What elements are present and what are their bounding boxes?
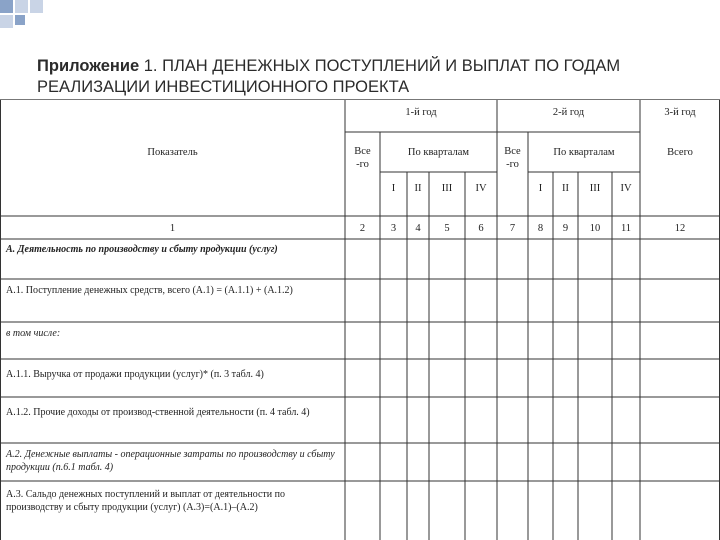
column-number: 10 — [589, 223, 601, 234]
quarter-label: III — [589, 183, 601, 194]
quarter-label: III — [441, 183, 453, 194]
header-year-2: 2-й год — [552, 107, 585, 118]
table-row-label: в том числе: — [6, 328, 61, 339]
table-row-label: А. Деятельность по производству и сбыту продукции (услуг) — [6, 244, 278, 255]
title-underline — [0, 99, 720, 100]
quarter-label: IV — [620, 183, 632, 194]
header-total-year-2: Все -го — [504, 146, 521, 170]
column-number: 3 — [390, 223, 397, 234]
slide-title-bold: Приложение — [37, 57, 140, 75]
table-row-label: А.2. Денежные выплаты - операционные затраты по производству и сбыту продукции (п.6.1 табл. 4) — [6, 449, 335, 473]
quarter-label: I — [538, 183, 543, 194]
column-number: 1 — [169, 223, 176, 234]
quarter-label: IV — [475, 183, 487, 194]
column-number: 9 — [562, 223, 569, 234]
column-number: 11 — [620, 223, 632, 234]
column-number: 4 — [415, 223, 421, 234]
table-row-label: А.1.2. Прочие доходы от производ-ственной деятельности (п. 4 табл. 4) — [6, 407, 310, 418]
table-row-label: А.1.1. Выручка от продажи продукции (услуг)* (п. 3 табл. 4) — [6, 369, 264, 380]
column-number: 5 — [444, 223, 450, 234]
column-number: 7 — [509, 223, 516, 234]
header-total-year-1: Все -го — [354, 146, 371, 170]
column-number: 12 — [674, 223, 686, 234]
quarter-label: II — [562, 183, 569, 194]
header-indicator: Показатель — [147, 147, 198, 158]
column-number: 8 — [537, 223, 544, 234]
header-total-year-3: Всего — [667, 147, 693, 158]
table-row-label: А.1. Поступление денежных средств, всего (А.1) = (А.1.1) + (А.1.2) — [6, 285, 293, 296]
header-by-quarters-2: По кварталам — [553, 147, 615, 158]
table-row-label: А.3. Сальдо денежных поступлений и выплат от деятельности по производству и сбыту продукции (услуг) (А.3)=(А.1)–(А.2) — [6, 489, 285, 513]
column-number: 6 — [478, 223, 484, 234]
quarter-label: II — [414, 183, 422, 194]
header-year-3: 3-й год — [664, 107, 696, 118]
quarter-label: I — [391, 183, 396, 194]
header-by-quarters-1: По кварталам — [407, 147, 470, 158]
header-year-1: 1-й год — [405, 107, 437, 118]
column-number: 2 — [359, 223, 366, 234]
slide-title-rest: 1. ПЛАН ДЕНЕЖНЫХ ПОСТУПЛЕНИЙ И ВЫПЛАТ ПО ГОДАМ РЕАЛИЗАЦИИ ИНВЕСТИЦИОННОГО ПРОЕКТА — [37, 57, 621, 96]
